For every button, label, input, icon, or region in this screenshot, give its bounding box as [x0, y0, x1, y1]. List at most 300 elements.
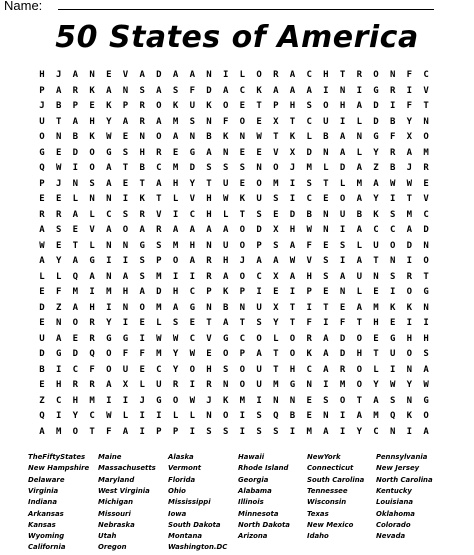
grid-letter[interactable]: H: [289, 364, 296, 375]
grid-letter[interactable]: N: [339, 287, 346, 297]
grid-letter[interactable]: N: [339, 85, 346, 96]
grid-letter[interactable]: S: [389, 209, 396, 220]
grid-letter[interactable]: L: [89, 209, 95, 220]
grid-letter[interactable]: I: [122, 395, 129, 406]
grid-letter[interactable]: H: [206, 209, 212, 220]
grid-letter[interactable]: R: [206, 380, 212, 390]
grid-letter[interactable]: A: [106, 225, 112, 235]
grid-letter[interactable]: O: [339, 395, 346, 406]
grid-letter[interactable]: Y: [106, 116, 112, 127]
grid-letter[interactable]: A: [222, 318, 229, 328]
grid-letter[interactable]: S: [273, 194, 279, 204]
grid-letter[interactable]: F: [122, 349, 129, 359]
grid-letter[interactable]: P: [39, 178, 45, 189]
grid-letter[interactable]: L: [239, 70, 246, 80]
grid-letter[interactable]: U: [256, 380, 262, 390]
grid-letter[interactable]: H: [172, 287, 179, 297]
grid-letter[interactable]: S: [122, 147, 129, 158]
grid-letter[interactable]: O: [222, 411, 229, 421]
grid-letter[interactable]: T: [239, 209, 246, 220]
grid-letter[interactable]: H: [356, 349, 362, 359]
grid-letter[interactable]: A: [39, 225, 45, 235]
grid-letter[interactable]: E: [306, 395, 312, 406]
grid-letter[interactable]: G: [39, 147, 45, 158]
grid-letter[interactable]: W: [306, 225, 312, 235]
grid-letter[interactable]: I: [239, 426, 246, 437]
grid-letter[interactable]: A: [222, 225, 229, 235]
grid-letter[interactable]: F: [306, 240, 312, 251]
grid-letter[interactable]: L: [273, 333, 279, 344]
grid-letter[interactable]: A: [356, 194, 362, 204]
grid-letter[interactable]: M: [156, 349, 162, 359]
grid-letter[interactable]: T: [289, 302, 296, 313]
grid-letter[interactable]: C: [156, 163, 162, 173]
grid-letter[interactable]: K: [206, 101, 212, 111]
grid-letter[interactable]: D: [156, 70, 162, 80]
grid-letter[interactable]: R: [139, 116, 145, 127]
grid-letter[interactable]: E: [89, 101, 95, 111]
grid-letter[interactable]: S: [222, 426, 229, 437]
grid-letter[interactable]: E: [122, 178, 129, 189]
grid-letter[interactable]: F: [139, 349, 145, 359]
grid-letter[interactable]: A: [139, 70, 145, 80]
grid-letter[interactable]: Y: [406, 116, 413, 127]
grid-letter[interactable]: E: [239, 178, 246, 189]
grid-letter[interactable]: R: [206, 271, 212, 282]
grid-letter[interactable]: P: [256, 240, 262, 251]
grid-letter[interactable]: C: [72, 364, 79, 375]
grid-letter[interactable]: P: [156, 256, 162, 266]
grid-letter[interactable]: E: [423, 178, 429, 189]
grid-letter[interactable]: Y: [373, 380, 379, 390]
grid-letter[interactable]: I: [89, 287, 95, 297]
grid-letter[interactable]: R: [339, 364, 346, 375]
grid-letter[interactable]: O: [189, 364, 195, 375]
grid-letter[interactable]: S: [306, 178, 312, 189]
grid-letter[interactable]: W: [389, 178, 396, 189]
grid-letter[interactable]: H: [122, 287, 129, 297]
grid-letter[interactable]: I: [356, 85, 362, 96]
grid-letter[interactable]: L: [72, 194, 79, 204]
grid-letter[interactable]: A: [356, 101, 362, 111]
grid-letter[interactable]: R: [89, 380, 95, 390]
grid-letter[interactable]: E: [172, 147, 179, 158]
grid-letter[interactable]: M: [273, 178, 279, 189]
grid-letter[interactable]: A: [55, 85, 62, 96]
grid-letter[interactable]: O: [406, 349, 413, 359]
grid-letter[interactable]: S: [273, 240, 279, 251]
grid-letter[interactable]: T: [289, 318, 296, 328]
grid-letter[interactable]: I: [289, 287, 296, 297]
grid-letter[interactable]: N: [222, 380, 229, 390]
grid-letter[interactable]: N: [423, 240, 429, 251]
grid-letter[interactable]: X: [273, 302, 279, 313]
grid-letter[interactable]: M: [172, 240, 179, 251]
grid-letter[interactable]: A: [339, 147, 346, 158]
grid-letter[interactable]: C: [239, 85, 246, 96]
grid-letter[interactable]: E: [139, 318, 145, 328]
grid-letter[interactable]: G: [89, 256, 95, 266]
grid-letter[interactable]: I: [339, 426, 346, 437]
grid-letter[interactable]: K: [256, 85, 262, 96]
grid-letter[interactable]: I: [289, 426, 296, 437]
grid-letter[interactable]: I: [289, 178, 296, 189]
grid-letter[interactable]: A: [323, 349, 329, 359]
grid-letter[interactable]: P: [306, 287, 312, 297]
grid-letter[interactable]: O: [273, 163, 279, 173]
grid-letter[interactable]: L: [306, 132, 312, 142]
grid-letter[interactable]: H: [206, 194, 212, 204]
grid-letter[interactable]: E: [323, 287, 329, 297]
grid-letter[interactable]: A: [72, 70, 79, 80]
grid-letter[interactable]: A: [156, 116, 162, 127]
grid-letter[interactable]: B: [55, 101, 62, 111]
grid-letter[interactable]: F: [406, 70, 413, 80]
grid-letter[interactable]: A: [189, 225, 195, 235]
grid-letter[interactable]: O: [139, 302, 145, 313]
grid-letter[interactable]: R: [356, 70, 362, 80]
grid-letter[interactable]: N: [406, 364, 413, 375]
grid-letter[interactable]: A: [256, 256, 262, 266]
grid-letter[interactable]: N: [89, 70, 95, 80]
grid-letter[interactable]: M: [306, 426, 312, 437]
grid-letter[interactable]: O: [172, 395, 179, 406]
grid-letter[interactable]: A: [172, 70, 179, 80]
grid-letter[interactable]: K: [306, 349, 312, 359]
grid-letter[interactable]: F: [189, 85, 195, 96]
grid-letter[interactable]: C: [55, 395, 62, 406]
grid-letter[interactable]: T: [273, 132, 279, 142]
grid-letter[interactable]: E: [389, 318, 396, 328]
grid-letter[interactable]: I: [339, 116, 346, 127]
grid-letter[interactable]: S: [89, 178, 95, 189]
grid-letter[interactable]: D: [339, 349, 346, 359]
grid-letter[interactable]: S: [256, 411, 262, 421]
grid-letter[interactable]: T: [239, 318, 246, 328]
grid-letter[interactable]: E: [39, 287, 45, 297]
grid-letter[interactable]: S: [206, 163, 212, 173]
grid-letter[interactable]: I: [172, 271, 179, 282]
grid-letter[interactable]: E: [122, 132, 129, 142]
grid-letter[interactable]: Y: [72, 411, 79, 421]
grid-letter[interactable]: D: [256, 225, 262, 235]
grid-letter[interactable]: I: [139, 333, 145, 344]
grid-letter[interactable]: T: [323, 302, 329, 313]
grid-letter[interactable]: D: [339, 163, 346, 173]
grid-letter[interactable]: G: [139, 240, 145, 251]
grid-letter[interactable]: P: [172, 426, 179, 437]
grid-letter[interactable]: U: [323, 116, 329, 127]
grid-letter[interactable]: N: [239, 302, 246, 313]
grid-letter[interactable]: A: [106, 163, 112, 173]
grid-letter[interactable]: O: [89, 147, 95, 158]
grid-letter[interactable]: S: [222, 163, 229, 173]
grid-letter[interactable]: L: [356, 240, 362, 251]
grid-letter[interactable]: S: [206, 426, 212, 437]
grid-letter[interactable]: I: [55, 411, 62, 421]
grid-letter[interactable]: I: [323, 85, 329, 96]
grid-letter[interactable]: I: [306, 302, 312, 313]
grid-letter[interactable]: U: [156, 380, 162, 390]
grid-letter[interactable]: H: [306, 271, 312, 282]
grid-letter[interactable]: U: [256, 364, 262, 375]
grid-letter[interactable]: B: [72, 132, 79, 142]
grid-letter[interactable]: G: [423, 395, 429, 406]
grid-letter[interactable]: U: [339, 209, 346, 220]
grid-letter[interactable]: E: [139, 364, 145, 375]
grid-letter[interactable]: O: [423, 411, 429, 421]
grid-letter[interactable]: W: [156, 333, 162, 344]
grid-letter[interactable]: N: [89, 194, 95, 204]
grid-letter[interactable]: S: [306, 101, 312, 111]
grid-letter[interactable]: V: [206, 333, 212, 344]
grid-letter[interactable]: I: [256, 287, 262, 297]
grid-letter[interactable]: U: [356, 271, 362, 282]
grid-letter[interactable]: N: [55, 132, 62, 142]
grid-letter[interactable]: J: [289, 163, 296, 173]
grid-letter[interactable]: T: [423, 101, 429, 111]
grid-letter[interactable]: L: [89, 240, 95, 251]
grid-letter[interactable]: A: [356, 302, 362, 313]
grid-letter[interactable]: A: [273, 85, 279, 96]
grid-letter[interactable]: E: [373, 287, 379, 297]
grid-letter[interactable]: V: [89, 225, 95, 235]
grid-letter[interactable]: A: [156, 85, 162, 96]
grid-letter[interactable]: I: [222, 70, 229, 80]
grid-letter[interactable]: E: [39, 318, 45, 328]
grid-letter[interactable]: D: [72, 147, 79, 158]
grid-letter[interactable]: E: [306, 411, 312, 421]
grid-letter[interactable]: E: [273, 287, 279, 297]
grid-letter[interactable]: K: [139, 194, 145, 204]
grid-letter[interactable]: N: [122, 85, 129, 96]
grid-letter[interactable]: N: [189, 132, 195, 142]
grid-letter[interactable]: C: [373, 225, 379, 235]
grid-letter[interactable]: R: [172, 380, 179, 390]
grid-letter[interactable]: R: [273, 70, 279, 80]
grid-letter[interactable]: M: [72, 287, 79, 297]
grid-letter[interactable]: M: [239, 395, 246, 406]
grid-letter[interactable]: S: [189, 116, 195, 127]
grid-letter[interactable]: C: [423, 70, 429, 80]
grid-letter[interactable]: O: [423, 132, 429, 142]
grid-letter[interactable]: T: [423, 271, 429, 282]
grid-letter[interactable]: N: [373, 271, 379, 282]
grid-letter[interactable]: V: [306, 256, 312, 266]
grid-letter[interactable]: R: [206, 256, 212, 266]
grid-letter[interactable]: O: [239, 271, 246, 282]
grid-letter[interactable]: A: [273, 256, 279, 266]
grid-letter[interactable]: A: [339, 132, 346, 142]
grid-letter[interactable]: T: [273, 349, 279, 359]
grid-letter[interactable]: U: [39, 333, 45, 344]
grid-letter[interactable]: G: [122, 333, 129, 344]
grid-letter[interactable]: Y: [55, 256, 62, 266]
grid-letter[interactable]: A: [323, 364, 329, 375]
grid-letter[interactable]: T: [122, 163, 129, 173]
grid-letter[interactable]: K: [222, 132, 229, 142]
grid-letter[interactable]: N: [122, 302, 129, 313]
grid-letter[interactable]: M: [89, 395, 95, 406]
grid-letter[interactable]: O: [356, 364, 362, 375]
grid-letter[interactable]: W: [222, 194, 229, 204]
grid-letter[interactable]: X: [406, 132, 413, 142]
grid-letter[interactable]: I: [323, 318, 329, 328]
grid-letter[interactable]: S: [339, 240, 346, 251]
grid-letter[interactable]: A: [222, 271, 229, 282]
grid-letter[interactable]: A: [72, 256, 79, 266]
grid-letter[interactable]: E: [55, 194, 62, 204]
grid-letter[interactable]: I: [122, 318, 129, 328]
grid-letter[interactable]: N: [256, 163, 262, 173]
grid-letter[interactable]: K: [222, 395, 229, 406]
grid-letter[interactable]: I: [339, 225, 346, 235]
grid-letter[interactable]: I: [156, 411, 162, 421]
grid-letter[interactable]: A: [256, 349, 262, 359]
grid-letter[interactable]: R: [72, 85, 79, 96]
grid-letter[interactable]: O: [222, 349, 229, 359]
grid-letter[interactable]: A: [189, 256, 195, 266]
grid-letter[interactable]: I: [122, 256, 129, 266]
grid-letter[interactable]: O: [239, 225, 246, 235]
grid-letter[interactable]: C: [373, 426, 379, 437]
grid-letter[interactable]: T: [55, 116, 62, 127]
grid-letter[interactable]: A: [206, 225, 212, 235]
grid-letter[interactable]: U: [39, 116, 45, 127]
grid-letter[interactable]: Y: [356, 426, 362, 437]
grid-letter[interactable]: L: [156, 318, 162, 328]
grid-letter[interactable]: O: [356, 333, 362, 344]
grid-letter[interactable]: S: [139, 271, 145, 282]
grid-letter[interactable]: K: [373, 209, 379, 220]
grid-letter[interactable]: H: [289, 101, 296, 111]
grid-letter[interactable]: L: [356, 147, 362, 158]
grid-letter[interactable]: T: [72, 240, 79, 251]
grid-letter[interactable]: K: [106, 101, 112, 111]
grid-letter[interactable]: I: [389, 101, 396, 111]
grid-letter[interactable]: E: [189, 318, 195, 328]
grid-letter[interactable]: D: [72, 349, 79, 359]
grid-letter[interactable]: L: [139, 380, 145, 390]
grid-letter[interactable]: G: [189, 147, 195, 158]
grid-letter[interactable]: N: [389, 256, 396, 266]
grid-letter[interactable]: L: [356, 116, 362, 127]
grid-letter[interactable]: S: [256, 318, 262, 328]
grid-letter[interactable]: F: [339, 318, 346, 328]
grid-letter[interactable]: H: [206, 364, 212, 375]
grid-letter[interactable]: A: [39, 256, 45, 266]
grid-letter[interactable]: Q: [89, 349, 95, 359]
grid-letter[interactable]: J: [239, 256, 246, 266]
grid-letter[interactable]: G: [389, 333, 396, 344]
grid-letter[interactable]: H: [323, 70, 329, 80]
grid-letter[interactable]: W: [406, 178, 413, 189]
grid-letter[interactable]: R: [39, 209, 45, 220]
grid-letter[interactable]: M: [406, 209, 413, 220]
grid-letter[interactable]: R: [72, 380, 79, 390]
grid-letter[interactable]: A: [373, 178, 379, 189]
grid-letter[interactable]: E: [373, 333, 379, 344]
grid-letter[interactable]: H: [72, 395, 79, 406]
grid-letter[interactable]: S: [423, 349, 429, 359]
grid-letter[interactable]: I: [106, 395, 112, 406]
grid-letter[interactable]: J: [139, 395, 145, 406]
grid-letter[interactable]: N: [206, 411, 212, 421]
grid-letter[interactable]: I: [339, 256, 346, 266]
grid-letter[interactable]: X: [289, 147, 296, 158]
grid-letter[interactable]: B: [323, 132, 329, 142]
grid-letter[interactable]: X: [273, 116, 279, 127]
grid-letter[interactable]: M: [423, 147, 429, 158]
grid-letter[interactable]: H: [89, 302, 95, 313]
grid-letter[interactable]: Z: [55, 302, 62, 313]
grid-letter[interactable]: R: [156, 147, 162, 158]
grid-letter[interactable]: K: [89, 132, 95, 142]
grid-letter[interactable]: I: [122, 194, 129, 204]
grid-letter[interactable]: E: [206, 349, 212, 359]
grid-letter[interactable]: N: [273, 395, 279, 406]
grid-letter[interactable]: V: [122, 70, 129, 80]
grid-letter[interactable]: Y: [373, 147, 379, 158]
grid-letter[interactable]: A: [172, 132, 179, 142]
grid-letter[interactable]: A: [356, 163, 362, 173]
grid-letter[interactable]: H: [373, 318, 379, 328]
grid-letter[interactable]: I: [406, 426, 413, 437]
grid-letter[interactable]: C: [156, 364, 162, 375]
grid-letter[interactable]: S: [256, 426, 262, 437]
grid-letter[interactable]: P: [273, 101, 279, 111]
grid-letter[interactable]: J: [39, 101, 45, 111]
grid-letter[interactable]: M: [156, 271, 162, 282]
grid-letter[interactable]: N: [206, 70, 212, 80]
grid-letter[interactable]: M: [106, 287, 112, 297]
grid-letter[interactable]: N: [323, 225, 329, 235]
grid-letter[interactable]: Q: [389, 411, 396, 421]
grid-letter[interactable]: H: [139, 147, 145, 158]
grid-letter[interactable]: C: [106, 209, 112, 220]
grid-letter[interactable]: T: [139, 178, 145, 189]
grid-letter[interactable]: O: [239, 240, 246, 251]
grid-letter[interactable]: K: [289, 132, 296, 142]
grid-letter[interactable]: I: [423, 318, 429, 328]
grid-letter[interactable]: Z: [373, 163, 379, 173]
grid-letter[interactable]: O: [406, 287, 413, 297]
grid-letter[interactable]: N: [72, 178, 79, 189]
grid-letter[interactable]: R: [306, 333, 312, 344]
grid-letter[interactable]: T: [89, 426, 95, 437]
grid-letter[interactable]: D: [306, 147, 312, 158]
grid-letter[interactable]: V: [156, 209, 162, 220]
grid-letter[interactable]: I: [189, 426, 195, 437]
grid-letter[interactable]: E: [39, 380, 45, 390]
grid-letter[interactable]: S: [389, 395, 396, 406]
grid-letter[interactable]: Y: [406, 380, 413, 390]
grid-letter[interactable]: E: [55, 147, 62, 158]
grid-letter[interactable]: N: [206, 240, 212, 251]
grid-letter[interactable]: B: [356, 209, 362, 220]
grid-letter[interactable]: E: [72, 225, 79, 235]
grid-letter[interactable]: F: [306, 318, 312, 328]
grid-letter[interactable]: R: [156, 225, 162, 235]
grid-letter[interactable]: O: [239, 116, 246, 127]
grid-letter[interactable]: N: [139, 132, 145, 142]
grid-letter[interactable]: T: [373, 256, 379, 266]
grid-letter[interactable]: M: [339, 380, 346, 390]
grid-letter[interactable]: S: [156, 240, 162, 251]
grid-letter[interactable]: X: [122, 380, 129, 390]
grid-letter[interactable]: V: [189, 194, 195, 204]
grid-letter[interactable]: G: [156, 395, 162, 406]
